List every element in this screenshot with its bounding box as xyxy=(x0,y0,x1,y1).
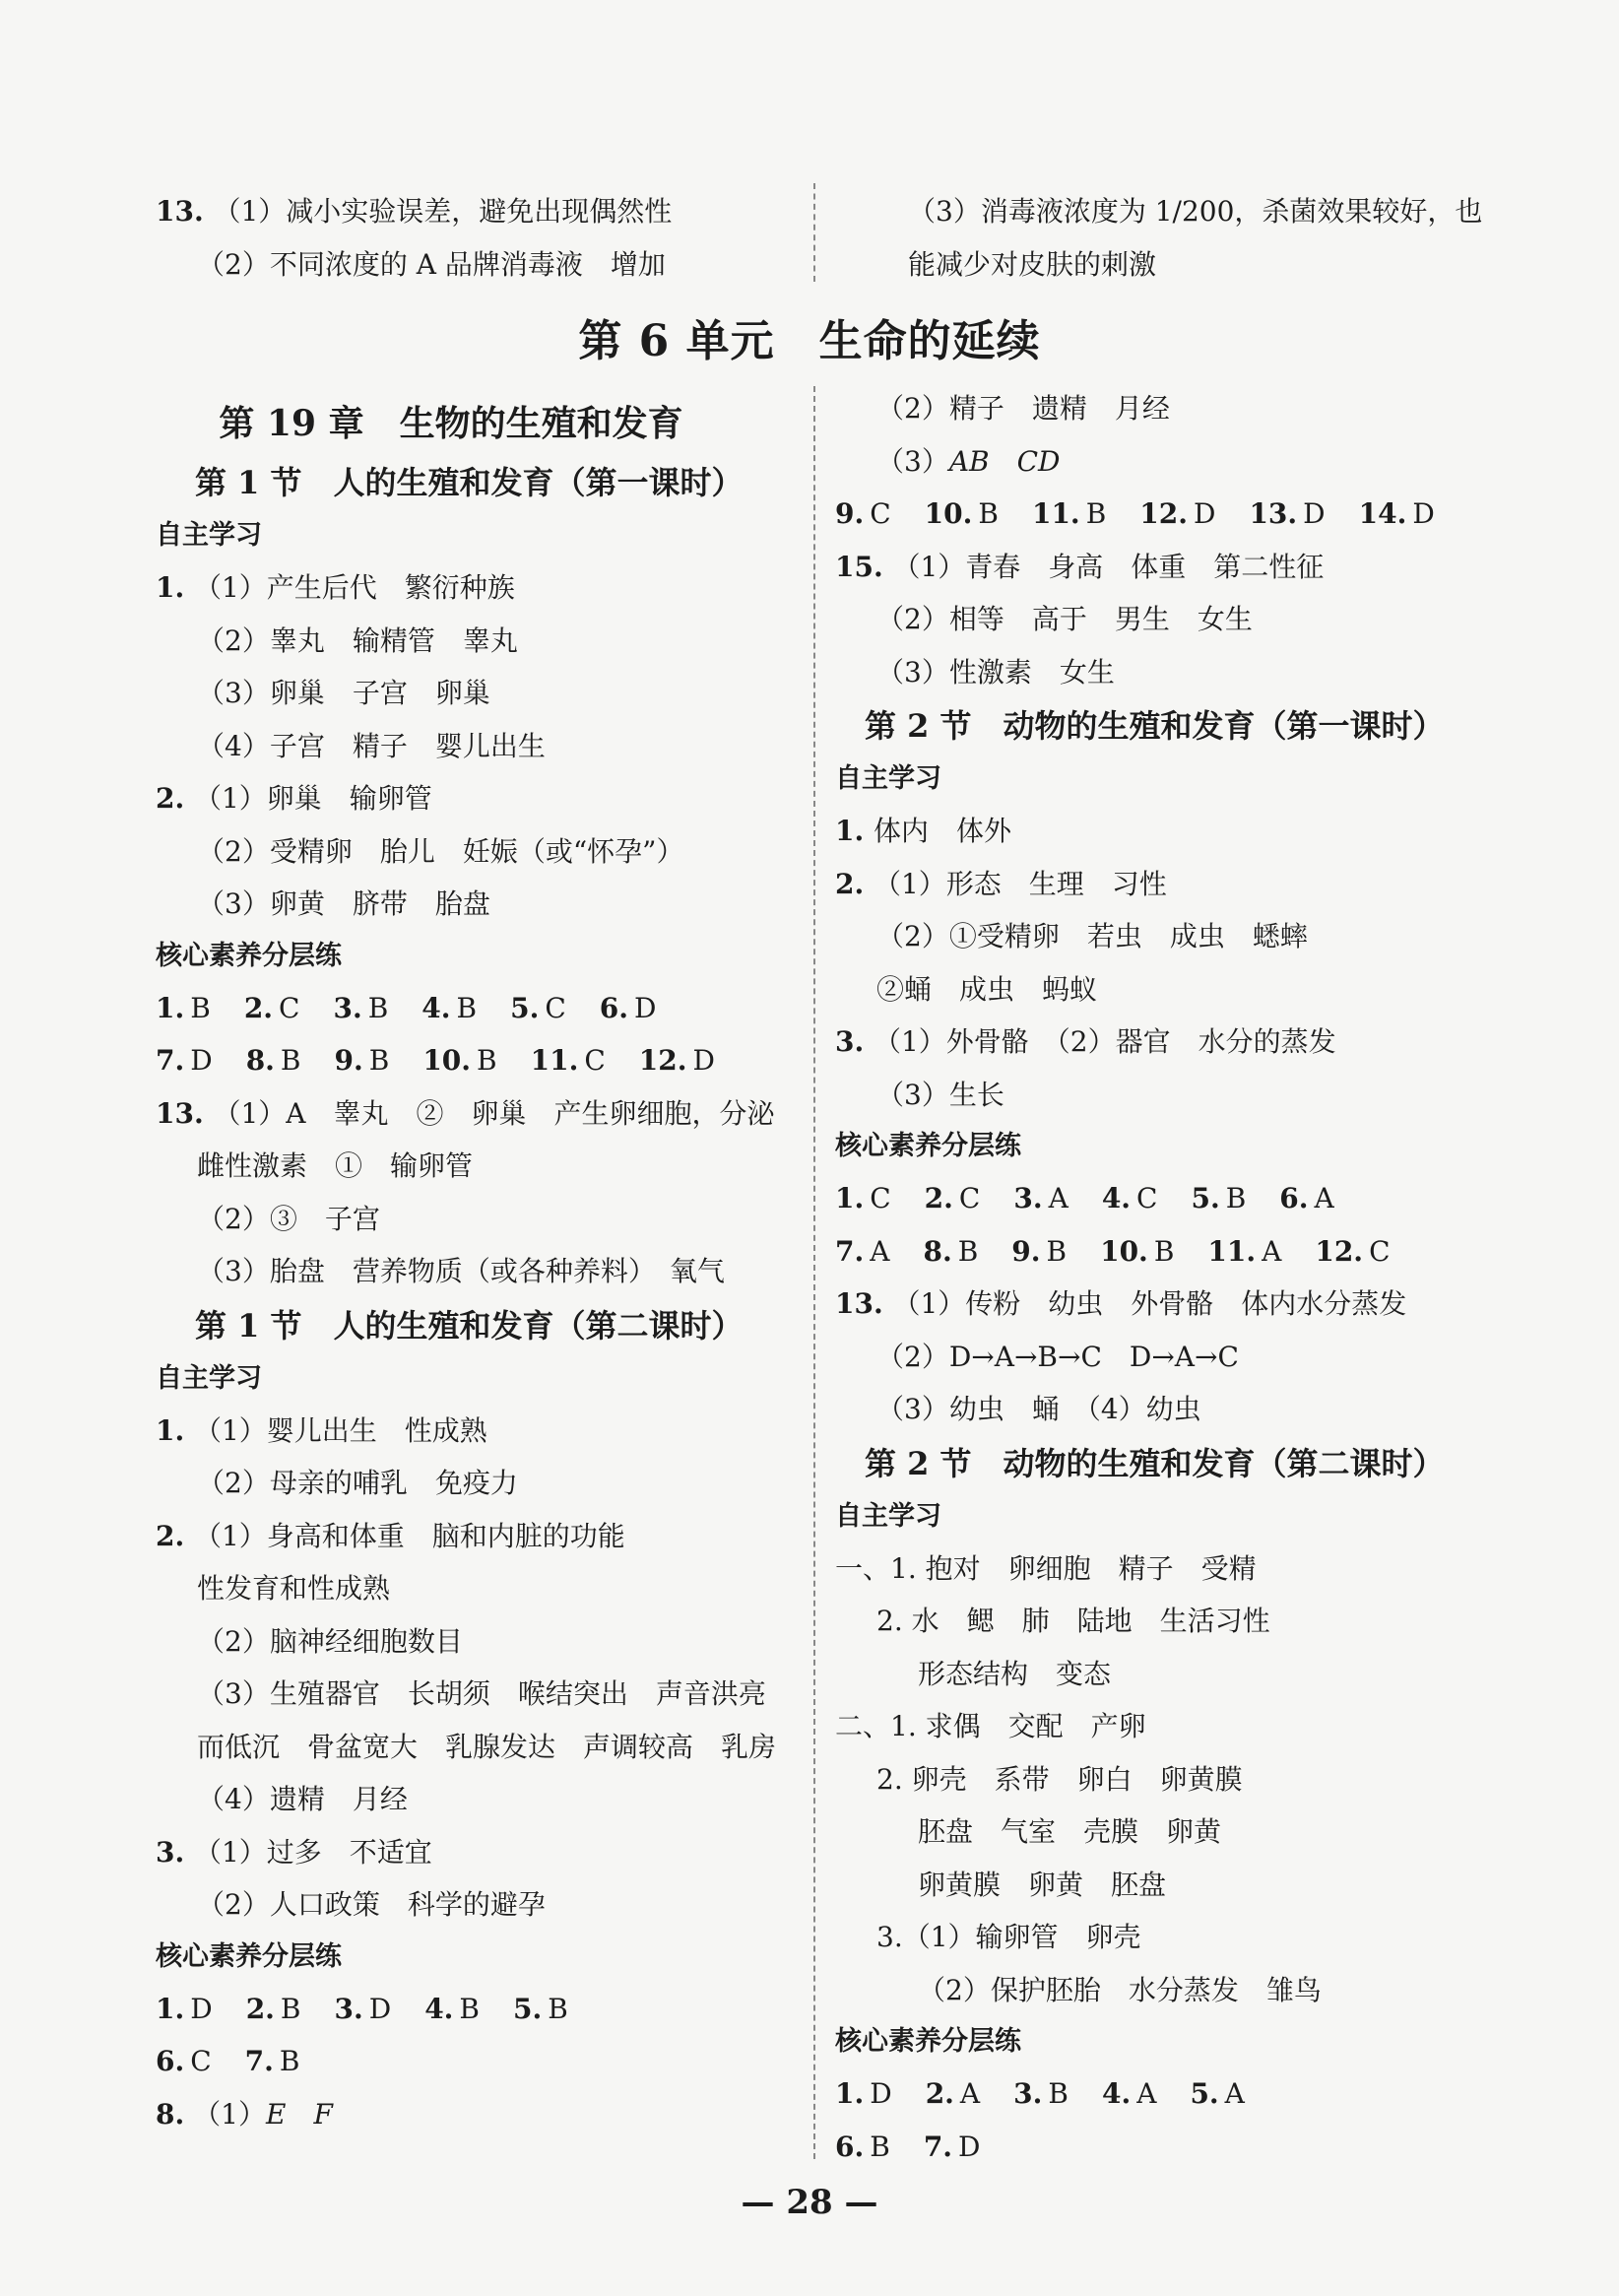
answer-text: E xyxy=(265,2097,287,2131)
top-column-divider xyxy=(813,183,815,282)
answer-letter: B xyxy=(190,991,211,1024)
answer-text: （1）身高和体重 脑和内脏的功能 xyxy=(193,1519,625,1552)
answer-letter: B xyxy=(870,2130,890,2163)
question-number: 2. xyxy=(156,1519,194,1552)
question-number: 10. xyxy=(422,1044,472,1077)
answer-row xyxy=(156,982,806,1035)
answer-letter: D xyxy=(634,991,657,1024)
top-right-answers xyxy=(867,185,1497,291)
answer-text: （2）相等 高于 男生 女生 xyxy=(876,603,1253,635)
answer-letter: C xyxy=(1136,1182,1158,1214)
choice-answer xyxy=(1139,488,1215,541)
answer-line xyxy=(835,858,1505,911)
page-number: — 28 — xyxy=(741,2183,878,2222)
answer-line xyxy=(156,1562,806,1615)
answer-text: 能减少对皮肤的刺激 xyxy=(908,247,1157,281)
question-number: 13. xyxy=(156,195,214,228)
answer-line xyxy=(156,1878,806,1932)
answer-letter: D xyxy=(692,1044,715,1077)
answer-letter: C xyxy=(1369,1234,1391,1268)
answer-letter: B xyxy=(368,1044,390,1077)
answer-text: 二、1. 求偶 交配 产卵 xyxy=(835,1710,1146,1742)
answer-line xyxy=(835,435,1505,489)
question-number: 11. xyxy=(530,1044,579,1077)
answer-text: （3）生殖器官 长胡须 喉结突出 声音洪亮 xyxy=(197,1677,766,1710)
question-number: 3. xyxy=(156,1835,194,1869)
answer-text: （1）传粉 幼虫 外骨骼 体内水分蒸发 xyxy=(892,1287,1407,1320)
question-number: 9. xyxy=(1011,1234,1041,1268)
answer-line xyxy=(835,1383,1505,1436)
question-number: 3. xyxy=(333,991,362,1024)
answer-line xyxy=(835,646,1505,699)
answer-line xyxy=(156,878,806,931)
answer-line xyxy=(867,185,1497,238)
question-number: 8. xyxy=(156,2097,185,2131)
choice-answers xyxy=(835,2067,1505,2173)
answer-row xyxy=(156,2035,806,2088)
answer-line xyxy=(835,541,1505,594)
answer-text: （2）睾丸 输精管 睾丸 xyxy=(197,623,518,657)
question-number: 6. xyxy=(1279,1182,1309,1214)
answer-text: （1）形态 生理 习性 xyxy=(873,867,1167,900)
answer-text: 2. 水 鳃 肺 陆地 生活习性 xyxy=(876,1605,1270,1637)
answer-line xyxy=(156,1087,806,1141)
answer-line xyxy=(156,1193,806,1246)
choice-answer xyxy=(422,1034,496,1087)
answer-line: （2）精子 遗精 月经 xyxy=(876,392,1170,425)
question-number: 3. xyxy=(835,1025,874,1058)
question-number: 4. xyxy=(1101,2077,1132,2110)
choice-answer xyxy=(600,982,657,1035)
question-number: 15. xyxy=(835,550,893,583)
answer-text: 胚盘 气室 壳膜 卵黄 xyxy=(918,1815,1222,1848)
question-number: 2. xyxy=(924,1182,953,1214)
answer-text: （3）胎盘 营养物质（或各种养料） 氧气 xyxy=(197,1255,725,1287)
question-number: 2. xyxy=(243,991,274,1024)
answer-line xyxy=(835,1016,1505,1069)
answer-letter: A xyxy=(959,2077,981,2110)
left-column xyxy=(156,392,806,2140)
answer-letter: C xyxy=(584,1044,606,1077)
choice-answer xyxy=(156,1983,213,2036)
choice-answer xyxy=(639,1034,715,1087)
answer-text: F xyxy=(313,2097,333,2131)
choice-answer xyxy=(1102,1172,1158,1225)
question-number: 12. xyxy=(1315,1234,1364,1268)
answer-row xyxy=(156,1983,806,2036)
answer-letter: B xyxy=(279,2045,300,2077)
answer-text: （1）婴儿出生 性成熟 xyxy=(193,1413,487,1447)
answer-letter: B xyxy=(280,1044,301,1077)
answer-text: （3）消毒液浓度为 1/200，杀菌效果较好，也 xyxy=(908,195,1483,228)
answer-line xyxy=(156,185,786,238)
sub-heading: 核心素养分层练 xyxy=(156,940,342,971)
choice-answers xyxy=(156,982,806,1087)
question-number: 4. xyxy=(424,1992,454,2025)
choice-answer xyxy=(246,1983,301,2036)
question-number: 1. xyxy=(156,1992,185,2025)
choice-answer xyxy=(926,2067,980,2121)
answer-text: （2）母亲的哺乳 免疫力 xyxy=(197,1467,518,1499)
choice-answer xyxy=(1100,1225,1174,1279)
choice-answers xyxy=(835,488,1505,541)
answer-text: 而低沉 骨盆宽大 乳腺发达 声调较高 乳房 xyxy=(197,1730,777,1763)
answer-letter: D xyxy=(368,1992,392,2025)
answer-letter: D xyxy=(190,1044,213,1077)
answer-letter: A xyxy=(870,1234,890,1268)
answer-letter: B xyxy=(459,1992,480,2025)
section-title: 第 2 节 动物的生殖和发育（第一课时） xyxy=(865,707,1445,745)
answer-letter: B xyxy=(548,1992,568,2025)
answer-text: （1）A 睾丸 ② 卵巢 产生卵细胞，分泌 xyxy=(213,1096,775,1130)
chapter-title: 第 19 章 生物的生殖和发育 xyxy=(219,403,683,444)
answer-text: （1）过多 不适宜 xyxy=(193,1835,432,1869)
question-number: 6. xyxy=(599,991,629,1024)
question-number: 8. xyxy=(923,1234,952,1268)
answer-text: （2）保护胚胎 水分蒸发 雏鸟 xyxy=(918,1973,1322,2006)
answer-letter: A xyxy=(1048,1182,1069,1214)
answer-line xyxy=(835,1331,1505,1384)
answer-text: 形态结构 变态 xyxy=(918,1657,1112,1690)
choice-answer xyxy=(835,2121,890,2174)
answer-line xyxy=(835,1069,1505,1122)
question-number: 8. xyxy=(245,1044,275,1077)
choice-answer xyxy=(531,1034,606,1087)
question-number: 2. xyxy=(156,782,194,815)
question-number: 13. xyxy=(1249,497,1298,530)
answer-letter: C xyxy=(870,1182,891,1214)
answer-letter: B xyxy=(957,1234,979,1268)
choice-answer xyxy=(510,982,566,1035)
answer-line xyxy=(835,1964,1505,2017)
choice-answers xyxy=(156,1983,806,2088)
section-title: 第 1 节 人的生殖和发育（第二课时） xyxy=(195,1306,744,1345)
answer-line xyxy=(835,1278,1505,1331)
answer-letter: C xyxy=(190,2045,212,2077)
answer-text: AB CD xyxy=(948,444,1061,478)
choice-answer xyxy=(244,982,300,1035)
answer-letter: C xyxy=(545,991,566,1024)
answer-text: 3.（1）输卵管 卵壳 xyxy=(876,1921,1141,1953)
sub-heading: 自主学习 xyxy=(835,1500,941,1532)
answer-line xyxy=(156,2088,806,2141)
answer-line xyxy=(835,593,1505,646)
answer-text: （1）青春 身高 体重 第二性征 xyxy=(892,550,1325,583)
answer-text: （1）外骨骼 （2）器官 水分的蒸发 xyxy=(873,1025,1336,1058)
answer-text: （1）减小实验误差，避免出现偶然性 xyxy=(213,195,673,228)
question-number: 13. xyxy=(156,1096,214,1130)
choice-answer xyxy=(1315,1225,1390,1279)
sub-heading: 自主学习 xyxy=(835,763,941,794)
answer-text: 性发育和性成熟 xyxy=(197,1572,391,1605)
answer-line xyxy=(156,1721,806,1774)
answer-letter: B xyxy=(978,497,999,530)
question-number: 10. xyxy=(924,497,973,530)
answer-letter: D xyxy=(1412,497,1435,530)
choice-answer xyxy=(925,1172,981,1225)
question-number: 1. xyxy=(835,815,874,847)
choice-answer xyxy=(333,982,388,1035)
answer-text: （2）①受精卵 若虫 成虫 蟋蟀 xyxy=(876,920,1308,952)
answer-text: （3）性激素 女生 xyxy=(876,655,1115,689)
answer-line xyxy=(835,1753,1505,1806)
top-left-answers xyxy=(156,185,786,291)
answer-text: （2）脑神经细胞数目 xyxy=(197,1624,463,1658)
question-number: 5. xyxy=(1190,2077,1219,2110)
question-number: 4. xyxy=(1101,1182,1132,1214)
answer-text: （3）幼虫 蛹 （4）幼虫 xyxy=(876,1393,1201,1425)
choice-answer xyxy=(1249,488,1325,541)
answer-letter: C xyxy=(279,991,300,1024)
answer-letter: B xyxy=(1225,1182,1247,1214)
section-title: 第 1 节 人的生殖和发育（第一课时） xyxy=(195,464,744,501)
choice-answer xyxy=(335,1034,390,1087)
answer-row xyxy=(835,2121,1505,2174)
question-number: 6. xyxy=(156,2045,185,2077)
question-number: 1. xyxy=(156,991,185,1024)
sub-heading: 自主学习 xyxy=(156,520,262,551)
answer-line xyxy=(156,238,786,292)
answer-row xyxy=(835,2067,1505,2121)
answer-line xyxy=(835,1805,1505,1859)
answer-block xyxy=(156,1405,806,1932)
answer-block xyxy=(156,1087,806,1298)
answer-text: （2）不同浓度的 A 品牌消毒液 增加 xyxy=(197,247,666,281)
answer-text: （3）卵巢 子宫 卵巢 xyxy=(197,677,490,709)
answer-letter: B xyxy=(456,991,478,1024)
answer-text: 一、1. 抱对 卵细胞 精子 受精 xyxy=(835,1551,1257,1585)
section-title: 第 2 节 动物的生殖和发育（第二课时） xyxy=(865,1444,1445,1482)
answer-line xyxy=(156,1457,806,1510)
question-number: 7. xyxy=(835,1234,865,1268)
answer-text: （3） xyxy=(876,444,949,478)
question-number: 11. xyxy=(1031,497,1080,530)
answer-text: （1）卵巢 输卵管 xyxy=(193,782,432,815)
answer-row xyxy=(835,488,1505,541)
choice-answer xyxy=(835,1172,891,1225)
choice-answer xyxy=(1191,1172,1246,1225)
choice-answer xyxy=(156,982,211,1035)
question-number: 1. xyxy=(835,2077,865,2110)
answer-letter: B xyxy=(1153,1234,1175,1268)
choice-answer xyxy=(513,1983,568,2036)
answer-letter: B xyxy=(1048,2077,1069,2110)
answer-line xyxy=(835,910,1505,963)
answer-text: （2）D→A→B→C D→A→C xyxy=(876,1340,1239,1373)
question-number: 7. xyxy=(923,2130,953,2163)
question-number: 5. xyxy=(1191,1182,1220,1214)
question-number: 3. xyxy=(1013,2077,1043,2110)
question-number: 12. xyxy=(638,1044,687,1077)
answer-text: ②蛹 成虫 蚂蚁 xyxy=(876,972,1098,1006)
choice-answer xyxy=(245,2035,300,2088)
question-number: 2. xyxy=(245,1992,275,2025)
answer-line xyxy=(835,963,1505,1017)
answer-block xyxy=(835,541,1505,699)
choice-answer xyxy=(1102,2067,1156,2121)
answer-letter: B xyxy=(367,991,389,1024)
question-number: 1. xyxy=(156,571,194,604)
choice-answer xyxy=(1207,1225,1281,1279)
answer-line xyxy=(156,1668,806,1721)
sub-heading: 自主学习 xyxy=(156,1362,262,1394)
answer-line xyxy=(156,615,806,668)
question-number: 9. xyxy=(334,1044,363,1077)
choice-answer xyxy=(835,488,891,541)
answer-row xyxy=(835,1225,1505,1279)
question-number: 1. xyxy=(156,1413,194,1447)
answer-line xyxy=(156,1773,806,1826)
choice-answer xyxy=(1013,2067,1069,2121)
answer-text: 体内 体外 xyxy=(873,815,1011,847)
choice-answer xyxy=(246,1034,301,1087)
answer-block xyxy=(156,561,806,931)
answer-letter: B xyxy=(1085,497,1107,530)
answer-text: （1）产生后代 繁衍种族 xyxy=(193,571,515,604)
answer-line xyxy=(156,1510,806,1563)
answer-line xyxy=(835,805,1505,858)
answer-letter: A xyxy=(1262,1234,1282,1268)
unit-title: 第 6 单元 生命的延续 xyxy=(578,316,1041,366)
answer-line xyxy=(835,1648,1505,1701)
choice-answer xyxy=(335,1983,392,2036)
answer-letter: C xyxy=(958,1182,981,1214)
sub-heading: 核心素养分层练 xyxy=(156,1940,342,1972)
answer-text: （3）生长 xyxy=(876,1078,1004,1111)
answer-line xyxy=(156,1615,806,1669)
answer-letter: D xyxy=(870,2077,892,2110)
question-number: 14. xyxy=(1358,497,1407,530)
answer-text: （1） xyxy=(193,2097,266,2131)
answer-line xyxy=(156,1826,806,1879)
question-number: 9. xyxy=(835,497,865,530)
answer-block xyxy=(835,1278,1505,1436)
answer-text: （4）子宫 精子 婴儿出生 xyxy=(197,729,546,762)
right-column xyxy=(835,382,1505,2173)
answer-letter: D xyxy=(190,1992,213,2025)
answer-line xyxy=(835,1859,1505,1912)
choice-answer xyxy=(925,488,999,541)
question-number: 2. xyxy=(835,867,874,900)
choice-answer xyxy=(1279,1172,1333,1225)
choice-answer xyxy=(424,1983,480,2036)
answer-line xyxy=(156,720,806,773)
choice-answer xyxy=(924,2121,981,2174)
question-number: 5. xyxy=(510,991,540,1024)
answer-row xyxy=(156,1034,806,1087)
choice-answer xyxy=(1032,488,1106,541)
answer-letter: B xyxy=(477,1044,497,1077)
answer-letter: D xyxy=(958,2130,981,2163)
question-number: 6. xyxy=(835,2130,865,2163)
question-number: 11. xyxy=(1207,1234,1257,1268)
sub-heading: 核心素养分层练 xyxy=(835,1131,1021,1161)
question-number: 3. xyxy=(1013,1182,1043,1214)
answer-line xyxy=(835,1700,1505,1753)
answer-letter: C xyxy=(870,497,891,530)
answer-letter: A xyxy=(1314,1182,1334,1214)
question-number: 13. xyxy=(835,1287,893,1320)
answer-line xyxy=(835,1595,1505,1648)
answer-text: （2）人口政策 科学的避孕 xyxy=(197,1888,546,1921)
choice-answer xyxy=(156,1034,213,1087)
column-divider xyxy=(813,386,815,2159)
question-number: 1. xyxy=(835,1182,865,1214)
sub-heading: 核心素养分层练 xyxy=(835,2026,1021,2057)
answer-line xyxy=(156,825,806,879)
question-number: 5. xyxy=(513,1992,543,2025)
answer-line xyxy=(835,1542,1505,1596)
question-number: 12. xyxy=(1139,497,1188,530)
choice-answer xyxy=(421,982,477,1035)
choice-answer xyxy=(835,2067,892,2121)
answer-letter: D xyxy=(1303,497,1326,530)
question-number: 4. xyxy=(421,991,451,1024)
answer-block xyxy=(835,805,1505,1121)
choice-answers xyxy=(835,1172,1505,1278)
choice-answer xyxy=(1359,488,1435,541)
question-number: 3. xyxy=(334,1992,363,2025)
answer-block xyxy=(835,1542,1505,2017)
answer-letter: B xyxy=(1046,1234,1068,1268)
question-number: 10. xyxy=(1100,1234,1148,1268)
answer-letter: D xyxy=(1193,497,1216,530)
answer-row xyxy=(835,1172,1505,1225)
answer-line xyxy=(156,1140,806,1193)
answer-line xyxy=(156,561,806,615)
answer-line xyxy=(156,1245,806,1298)
choice-answer xyxy=(1190,2067,1244,2121)
choice-answer xyxy=(923,1225,978,1279)
answer-text: （2）受精卵 胎儿 妊娠（或“怀孕”） xyxy=(197,834,684,868)
choice-answer xyxy=(1013,1172,1068,1225)
choice-answer xyxy=(1011,1225,1067,1279)
answer-text: （4）遗精 月经 xyxy=(197,1783,408,1815)
choice-answer xyxy=(156,2035,212,2088)
question-number: 7. xyxy=(156,1044,185,1077)
answer-letter: A xyxy=(1224,2077,1245,2110)
answer-line xyxy=(867,238,1497,292)
question-number: 7. xyxy=(244,2045,274,2077)
answer-text: 卵黄膜 卵黄 胚盘 xyxy=(918,1868,1167,1901)
answer-line xyxy=(156,772,806,825)
choice-answer xyxy=(835,1225,889,1279)
answer-line xyxy=(835,1911,1505,1964)
answer-text: （3）卵黄 脐带 胎盘 xyxy=(197,887,490,920)
answer-line xyxy=(156,667,806,720)
answer-text: 雌性激素 ① 输卵管 xyxy=(197,1149,474,1182)
answer-text: （2）③ 子宫 xyxy=(197,1202,380,1235)
question-number: 2. xyxy=(925,2077,954,2110)
answer-line xyxy=(156,1405,806,1458)
answer-letter: A xyxy=(1136,2077,1157,2110)
answer-text: 2. 卵壳 系带 卵白 卵黄膜 xyxy=(876,1762,1243,1796)
answer-letter: B xyxy=(280,1992,301,2025)
